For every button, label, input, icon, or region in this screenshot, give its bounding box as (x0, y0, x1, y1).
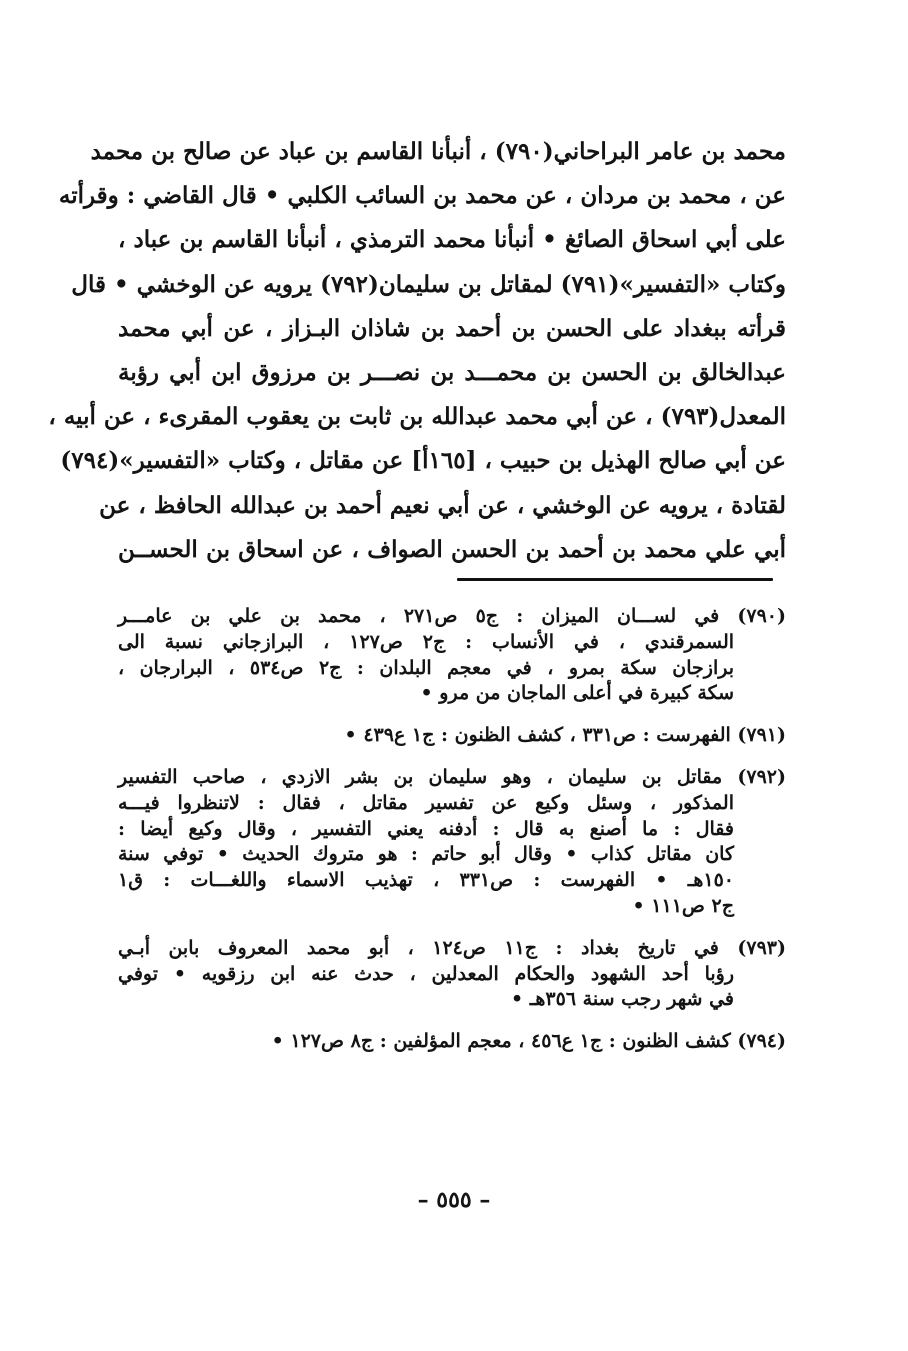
footnote-line: كان مقاتل كذاب • وقال أبو حاتم : هو متروك الحديث • توفي سنة (118, 843, 734, 866)
footnote-line: رؤبا أحد الشهود والحكام المعدلين ، حدث عنه ابن رزقويه • توفي (118, 962, 734, 985)
footnotes-section (118, 604, 786, 1071)
footnote-line: سكة كبيرة في أعلى الماجان من مرو • (420, 682, 734, 705)
body-line: وكتاب «التفسير»(٧٩١) لمقاتل بن سليمان(٧٩٢) يرويه عن الوخشي • قال (71, 270, 786, 298)
footnote-line: (٧٩٠) في لســـان الميزان : ج٥ ص٢٧١ ، محمد بن علي بن عامـــر (118, 605, 786, 627)
page-number: – ٥٥٥ – (417, 1187, 491, 1213)
footnote-794 (118, 1029, 786, 1055)
footnote-line: ج٢ ص١١١ • (632, 894, 734, 917)
footnote-line: (٧٩٣) في تاريخ بغداد : ج١١ ص١٢٤ ، أبو محمد المعروف بابن أبـي (118, 936, 786, 959)
body-line: أبي علي محمد بن أحمد بن الحسن الصواف ، عن اسحاق بن الحســن (118, 535, 786, 563)
footnote-792 (118, 765, 786, 920)
body-line: عن ، محمد بن مردان ، عن محمد بن السائب الكلبي • قال القاضي : وقرأته (58, 182, 786, 210)
footnote-line: ١٥٠هـ • الفهرست : ص٣٣١ ، تهذيب الاسماء واللغـــات : ق١ (118, 869, 735, 892)
main-body-text (48, 130, 786, 572)
footnote-line: فقال : ما أصنع به قال : أدفنه يعني التفسير ، وقال وكيع أيضا : (118, 817, 734, 840)
footnote-line: (٧٩٤) كشف الظنون : ج١ ع٤٥٦ ، معجم المؤلفين : ج٨ ص١٢٧ • (271, 1030, 786, 1053)
footnote-line: (٧٩٢) مقاتل بن سليمان ، وهو سليمان بن بشر الازدي ، صاحب التفسير (118, 765, 786, 788)
footnote-divider (457, 578, 773, 581)
footnote-793 (118, 936, 786, 1013)
footnote-line: في شهر رجب سنة ٣٥٦هـ • (511, 988, 734, 1011)
body-line: المعدل(٧٩٣) ، عن أبي محمد عبدالله بن ثابت بن يعقوب المقرىء ، عن أبيه ، (48, 403, 786, 431)
footnote-line: برازجان سكة بمرو ، في معجم البلدان : ج٢ ص٥٣٤ ، البرارجان ، (118, 656, 734, 679)
footnote-790 (118, 604, 786, 707)
body-line: لقتادة ، يرويه عن الوخشي ، عن أبي نعيم أحمد بن عبدالله الحافظ ، عن (99, 491, 786, 519)
body-line: محمد بن عامر البراحاني(٧٩٠) ، أنبأنا القاسم بن عباد عن صالح بن محمد (90, 138, 786, 165)
body-line: على أبي اسحاق الصائغ • أنبأنا محمد الترمذي ، أنبأنا القاسم بن عباد ، (118, 226, 786, 254)
body-line: عن أبي صالح الهذيل بن حبيب ، [١٦٥أ] عن مقاتل ، وكتاب «التفسير»(٧٩٤) (60, 447, 786, 475)
footnote-line: (٧٩١) الفهرست : ص٣٣١ ، كشف الظنون : ج١ ع٤٣٩ • (344, 724, 786, 747)
footnote-791 (118, 723, 786, 749)
footnote-line: المذكور ، وسئل وكيع عن تفسير مقاتل ، فقال : لاتنظروا فيـــه (118, 791, 734, 814)
footnote-line: السمرقندي ، في الأنساب : ج٢ ص١٢٧ ، البرازجاني نسبة الى (118, 630, 735, 653)
body-line: قرأته ببغداد على الحسن بن أحمد بن شاذان البـزاز ، عن أبي محمد (118, 314, 786, 342)
body-line: عبدالخالق بن الحسن بن محمـــد بن نصـــر بن مرزوق ابن أبي رؤبة (118, 358, 786, 386)
